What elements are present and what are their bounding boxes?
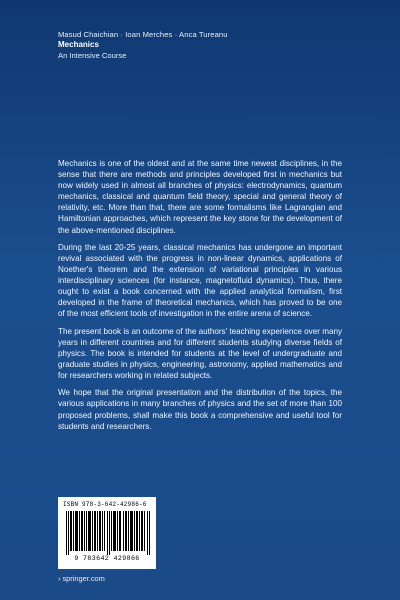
- publisher-url: springer.com: [62, 574, 105, 583]
- publisher-link[interactable]: [58, 574, 105, 583]
- barcode-digits: 9 783642 429866: [74, 555, 140, 562]
- book-subtitle: An Intensive Course: [58, 51, 127, 60]
- blurb-paragraph: The present book is an outcome of the authors' teaching experience over many years in different countries and for different students studying diverse fields of physics. The book is intended for students at the level of undergraduate and graduate studies in physics, engineering, astronomy, applied mathematics and for researchers working in related subjects.: [58, 326, 342, 381]
- isbn-number: ISBN 978-3-642-42986-6: [63, 501, 147, 508]
- author-names: Masud Chaichian · Ioan Merches · Anca Tureanu: [58, 30, 228, 39]
- book-title: Mechanics: [58, 40, 99, 49]
- chevron-right-icon: ›: [58, 574, 61, 583]
- blurb-paragraph: Mechanics is one of the oldest and at the same time newest disciplines, in the sense that there are methods and principles developed first in mechanics but now widely used in almost all branches of physics: electrodynamics, quantum mechanics, classical and quantum field theory, special and general theory of relativity, etc. More than that, there are some formalisms like Lagrangian and Hamiltonian approaches, which represent the key stone for the development of the above-mentioned disciplines.: [58, 159, 342, 235]
- blurb-paragraph: We hope that the original presentation and the distribution of the topics, the various applications in many branches of physics and the set of more than 100 proposed problems, shall make this book a comprehensive and useful tool for students and researchers.: [58, 388, 342, 431]
- isbn-barcode: [58, 497, 156, 569]
- blurb-paragraph: During the last 20-25 years, classical mechanics has undergone an important revival associated with the progress in non-linear dynamics, applications of Noether's theorem and the extension of variational principles in various interdisciplinary sciences (for instance, magnetofluid dynamics). Thus, there ought to exist a book concerned with the applied analytical formalism, first developed in the frame of theoretical mechanics, which has proved to be one of the most efficient tools of investigation in the entire arena of science.: [58, 242, 342, 319]
- description-blurb: [58, 158, 342, 438]
- barcode-icon: [66, 511, 150, 555]
